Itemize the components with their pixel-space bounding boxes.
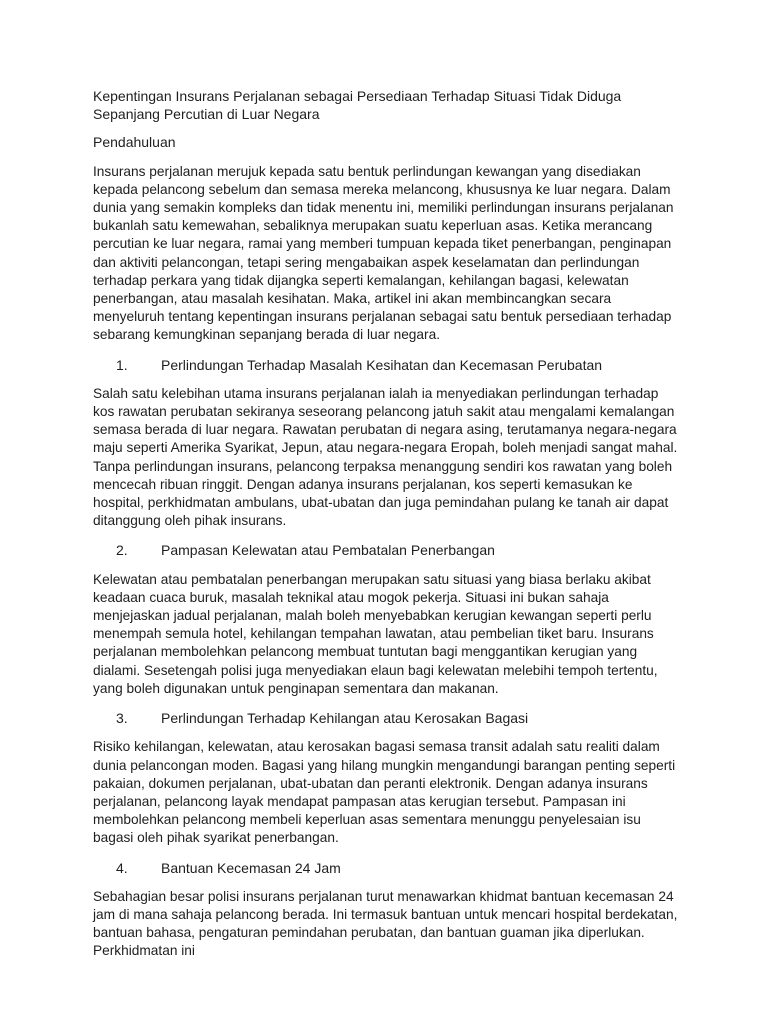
section-1-number: 1. (116, 356, 128, 373)
section-1-paragraph: Salah satu kelebihan utama insurans perjalanan ialah ia menyediakan perlindungan terhadap kos rawatan perubatan sekiranya seseorang pelancong jatuh sakit atau mengalami kemalangan semasa berada di luar negara. Rawatan perubatan di negara asing, terutamanya negara-negara maju seperti Amerika Syarikat, Jepun, atau negara-negara Eropah, boleh menjadi sangat mahal. Tanpa perlindungan insurans, pelancong terpaksa menanggung sendiri kos rawatan yang boleh mencecah ribuan ringgit. Dengan adanya insurans perjalanan, kos seperti kemasukan ke hospital, perkhidmatan ambulans, ubat-ubatan dan juga pemindahan pulang ke tanah air dapat ditanggung oleh pihak insurans. (93, 385, 678, 529)
section-4-number: 4. (116, 859, 128, 876)
section-1-heading (93, 356, 678, 374)
section-2-heading-text: Pampasan Kelewatan atau Pembatalan Penerbangan (161, 542, 495, 559)
intro-heading: Pendahuluan (93, 134, 176, 151)
section-3-paragraph: Risiko kehilangan, kelewatan, atau kerosakan bagasi semasa transit adalah satu realiti dalam dunia pelancongan moden. Bagasi yang hilang mungkin mengandungi barangan penting seperti pakaian, dokumen perjalanan, ubat-ubatan dan peranti elektronik. Dengan adanya insurans perjalanan, pelancong layak mendapat pampasan atas kerugian tersebut. Pampasan ini membolehkan pelancong membeli keperluan asas sementara menunggu penyelesaian isu bagasi oleh pihak syarikat penerbangan. (93, 739, 676, 846)
section-1-heading-text: Perlindungan Terhadap Masalah Kesihatan dan Kecemasan Perubatan (161, 356, 603, 373)
section-4-heading (93, 859, 678, 877)
document-title: Kepentingan Insurans Perjalanan sebagai Persediaan Terhadap Situasi Tidak Diduga Sepanjang Percutian di Luar Negara (93, 88, 622, 123)
intro-paragraph: Insurans perjalanan merujuk kepada satu bentuk perlindungan kewangan yang disediakan kepada pelancong sebelum dan semasa mereka melancong, khususnya ke luar negara. Dalam dunia yang semakin kompleks dan tidak menentu ini, memiliki perlindungan insurans perjalanan bukanlah satu kemewahan, sebaliknya merupakan suatu keperluan asas. Ketika merancang percutian ke luar negara, ramai yang memberi tumpuan kepada tiket penerbangan, penginapan dan aktiviti pelancongan, tetapi sering mengabaikan aspek keselamatan dan perlindungan terhadap perkara yang tidak dijangka seperti kemalangan, kehilangan bagasi, kelewatan penerbangan, atau masalah kesihatan. Maka, artikel ini akan membincangkan secara menyeluruh tentang kepentingan insurans perjalanan sebagai satu bentuk persediaan terhadap sebarang kemungkinan sepanjang berada di luar negara. (93, 163, 674, 343)
section-2-paragraph: Kelewatan atau pembatalan penerbangan merupakan satu situasi yang biasa berlaku akibat keadaan cuaca buruk, masalah teknikal atau mogok pekerja. Situasi ini bukan sahaja menjejaskan jadual perjalanan, malah boleh menyebabkan kerugian kewangan seperti perlu menempah semula hotel, kehilangan tempahan lawatan, atau pembelian tiket baru. Insurans perjalanan membolehkan pelancong membuat tuntutan bagi menggantikan kerugian yang dialami. Sesetengah polisi juga menyediakan elaun bagi kelewatan melebihi tempoh tertentu, yang boleh digunakan untuk penginapan sementara dan makanan. (93, 571, 658, 696)
section-2-heading (93, 541, 678, 559)
section-2-number: 2. (116, 542, 128, 559)
section-4-heading-text: Bantuan Kecemasan 24 Jam (161, 859, 341, 876)
section-3-number: 3. (116, 710, 128, 727)
section-3-heading-text: Perlindungan Terhadap Kehilangan atau Kerosakan Bagasi (161, 710, 529, 727)
section-4-paragraph: Sebahagian besar polisi insurans perjalanan turut menawarkan khidmat bantuan kecemasan 24 jam di mana sahaja pelancong berada. Ini termasuk bantuan untuk mencari hospital berdekatan, bantuan bahasa, pengaturan pemindahan perubatan, dan bantuan guaman jika diperlukan. Perkhidmatan ini (93, 888, 678, 959)
section-3-heading (93, 709, 678, 727)
